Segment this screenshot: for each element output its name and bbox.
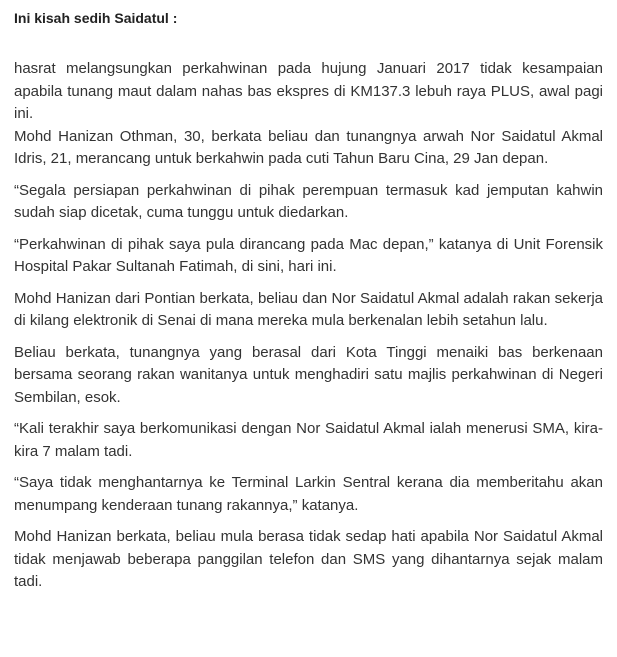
- paragraph-3: “Segala persiapan perkahwinan di pihak perempuan termasuk kad jemputan kahwin sudah siap dicetak, cuma tunggu untuk diedarkan.: [14, 181, 603, 221]
- paragraph-6: Beliau berkata, tunangnya yang berasal dari Kota Tinggi menaiki bas berkenaan bersama seorang rakan wanitanya untuk menghadiri satu majlis perkahwinan di Negeri Sembilan, esok.: [14, 343, 603, 406]
- paragraph-5: Mohd Hanizan dari Pontian berkata, beliau dan Nor Saidatul Akmal adalah rakan sekerja di kilang elektronik di Senai di mana mereka mula berkenalan lebih setahun lalu.: [14, 289, 603, 329]
- paragraph-1: hasrat melangsungkan perkahwinan pada hujung Januari 2017 tidak kesampaian apabila tunang maut dalam nahas bas ekspres di KM137.3 lebuh raya PLUS, awal pagi ini.: [14, 60, 603, 122]
- paragraph-4: “Perkahwinan di pihak saya pula dirancang pada Mac depan,” katanya di Unit Forensik Hospital Pakar Sultanah Fatimah, di sini, hari ini.: [14, 235, 603, 275]
- paragraph-2: Mohd Hanizan Othman, 30, berkata beliau dan tunangnya arwah Nor Saidatul Akmal Idris, 21, merancang untuk berkahwin pada cuti Tahun Baru Cina, 29 Jan depan.: [14, 127, 603, 167]
- paragraph-9: Mohd Hanizan berkata, beliau mula berasa tidak sedap hati apabila Nor Saidatul Akmal tidak menjawab beberapa panggilan telefon dan SMS yang dihantarnya sejak malam tadi.: [14, 528, 603, 590]
- article-heading: Ini kisah sedih Saidatul :: [14, 10, 178, 26]
- paragraph-7: “Kali terakhir saya berkomunikasi dengan Nor Saidatul Akmal ialah menerusi SMA, kira-kira 7 malam tadi.: [14, 420, 603, 460]
- paragraph-8: “Saya tidak menghantarnya ke Terminal Larkin Sentral kerana dia memberitahu akan menumpang kenderaan tunang rakannya,” katanya.: [14, 474, 603, 514]
